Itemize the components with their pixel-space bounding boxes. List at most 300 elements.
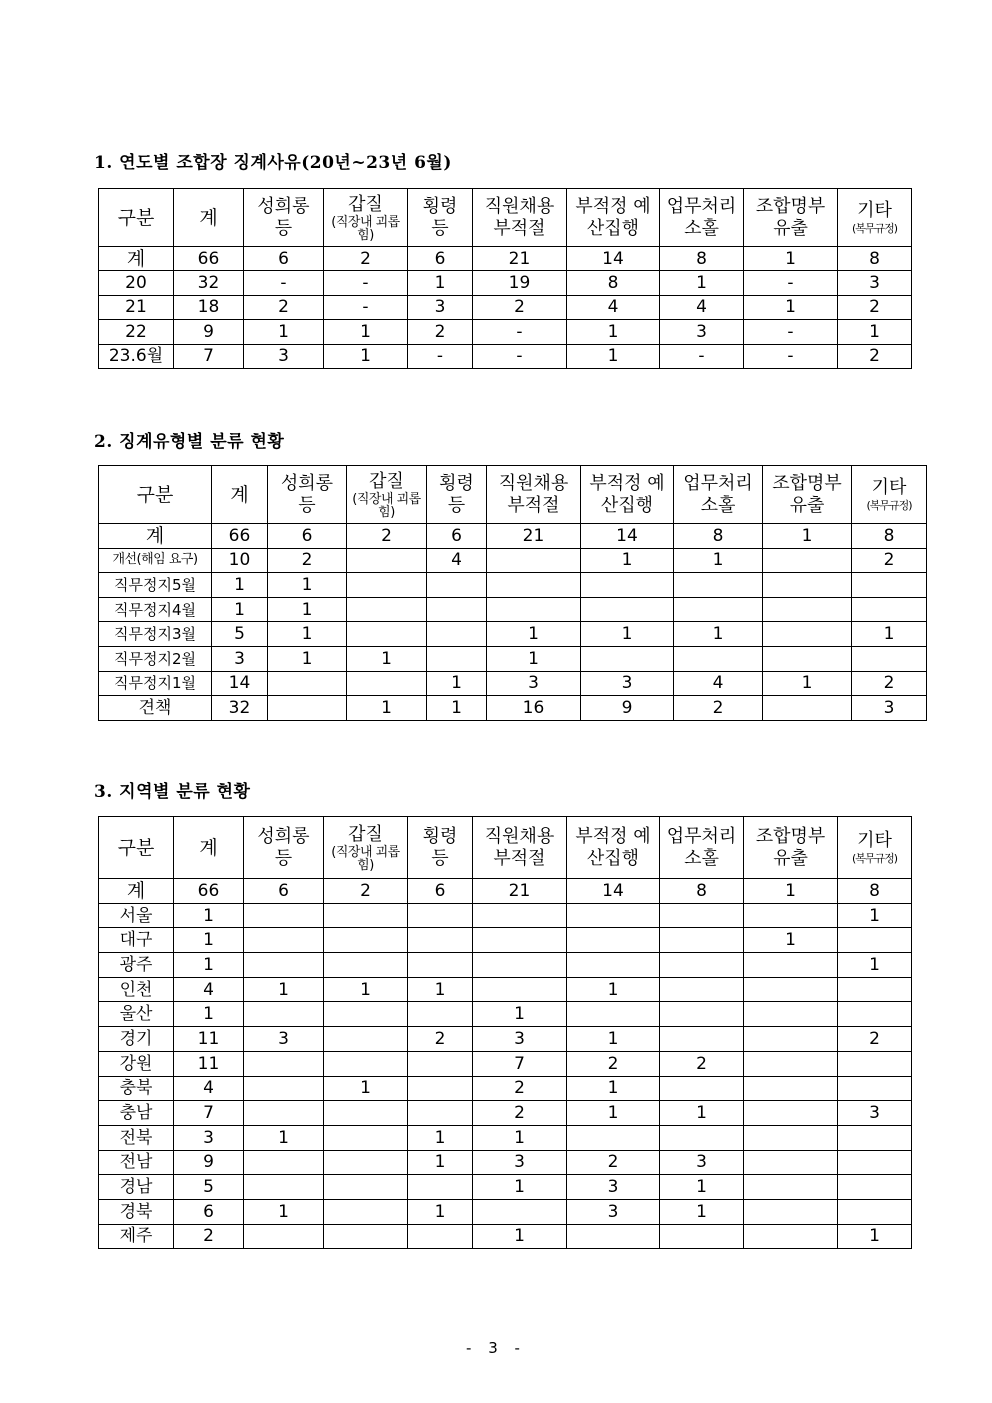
cell-total: 1 <box>212 573 268 598</box>
cell-hiring-misconduct <box>473 903 567 928</box>
column-header-label: 횡령 등 <box>422 825 458 869</box>
column-header-label: 업무처리 소홀 <box>666 825 737 869</box>
table-row <box>99 1125 912 1150</box>
column-header-sexual-harassment <box>244 189 324 247</box>
row-label: 경남 <box>99 1175 174 1200</box>
cell-power-abuse: 1 <box>324 320 408 344</box>
column-header-label: 조합명부 유출 <box>755 825 826 869</box>
column-header-label: 갑질 <box>348 823 383 845</box>
cell-member-list-leak <box>763 696 852 721</box>
cell-negligence: 1 <box>660 1199 744 1224</box>
cell-hiring-misconduct: 7 <box>473 1051 567 1076</box>
table-row <box>99 646 927 671</box>
cell-member-list-leak <box>744 1076 838 1101</box>
cell-embezzlement <box>408 903 473 928</box>
table-row <box>99 573 927 598</box>
cell-embezzlement: 1 <box>408 977 473 1002</box>
cell-hiring-misconduct: 3 <box>473 1150 567 1175</box>
cell-hiring-misconduct: 2 <box>473 1101 567 1126</box>
table-row <box>99 295 912 319</box>
cell-other: 1 <box>838 1224 912 1249</box>
column-header-label: 조합명부 유출 <box>772 472 842 516</box>
cell-hiring-misconduct: 1 <box>473 1002 567 1027</box>
cell-sexual-harassment <box>244 1002 324 1027</box>
column-header-label: 계 <box>199 206 218 229</box>
cell-negligence: 2 <box>674 696 763 721</box>
cell-other: 3 <box>852 696 927 721</box>
cell-hiring-misconduct: 1 <box>487 646 581 671</box>
cell-other: 8 <box>838 247 912 271</box>
column-header-sexual-harassment <box>244 817 324 879</box>
cell-improper-budget <box>567 1125 660 1150</box>
cell-power-abuse: 1 <box>324 977 408 1002</box>
cell-negligence: 1 <box>660 271 744 295</box>
cell-other: 1 <box>838 953 912 978</box>
cell-power-abuse <box>347 671 427 696</box>
cell-sexual-harassment: 3 <box>244 344 324 368</box>
cell-sexual-harassment: 6 <box>244 247 324 271</box>
cell-embezzlement: 6 <box>427 524 487 549</box>
cell-other <box>838 1175 912 1200</box>
cell-negligence: 8 <box>660 247 744 271</box>
table-row <box>99 928 912 953</box>
cell-other: 1 <box>838 903 912 928</box>
column-header-total <box>212 466 268 524</box>
cell-power-abuse <box>347 622 427 647</box>
cell-power-abuse <box>324 1125 408 1150</box>
cell-power-abuse: - <box>324 295 408 319</box>
cell-sexual-harassment: 2 <box>268 548 347 573</box>
cell-member-list-leak <box>744 1002 838 1027</box>
column-header-improper-budget <box>567 189 660 247</box>
row-label: 23.6월 <box>99 344 174 368</box>
cell-sexual-harassment <box>244 1101 324 1126</box>
cell-improper-budget <box>581 597 674 622</box>
row-label: 전북 <box>99 1125 174 1150</box>
cell-member-list-leak: - <box>744 320 838 344</box>
cell-total: 1 <box>174 928 244 953</box>
cell-negligence <box>660 1224 744 1249</box>
cell-total: 1 <box>174 953 244 978</box>
cell-total: 1 <box>212 597 268 622</box>
cell-sexual-harassment: 2 <box>244 295 324 319</box>
table-row <box>99 1002 912 1027</box>
cell-hiring-misconduct: - <box>473 320 567 344</box>
table-row <box>99 1076 912 1101</box>
column-header-label: 직원채용 부적절 <box>484 195 555 239</box>
cell-total: 18 <box>174 295 244 319</box>
column-header-label: 업무처리 소홀 <box>666 195 737 239</box>
cell-total: 4 <box>174 1076 244 1101</box>
cell-negligence: 8 <box>674 524 763 549</box>
cell-hiring-misconduct <box>487 597 581 622</box>
column-header-negligence <box>660 189 744 247</box>
cell-negligence <box>660 953 744 978</box>
cell-improper-budget: 14 <box>581 524 674 549</box>
cell-sexual-harassment: 3 <box>244 1027 324 1052</box>
cell-embezzlement: 2 <box>408 320 473 344</box>
cell-member-list-leak <box>744 953 838 978</box>
cell-other: 1 <box>852 622 927 647</box>
cell-sexual-harassment: 1 <box>244 1199 324 1224</box>
section1-title: 1. 연도별 조합장 징계사유(20년~23년 6월) <box>94 153 452 173</box>
row-label: 견책 <box>99 696 212 721</box>
cell-sexual-harassment: 1 <box>244 977 324 1002</box>
column-header-negligence <box>660 817 744 879</box>
table-row <box>99 977 912 1002</box>
cell-power-abuse <box>324 1002 408 1027</box>
row-label: 22 <box>99 320 174 344</box>
column-header-hiring-misconduct <box>473 189 567 247</box>
table-row <box>99 271 912 295</box>
cell-embezzlement <box>408 1101 473 1126</box>
cell-member-list-leak <box>744 1027 838 1052</box>
cell-member-list-leak <box>744 903 838 928</box>
column-header-label: 횡령 등 <box>439 472 474 516</box>
cell-sexual-harassment: 1 <box>244 320 324 344</box>
cell-other <box>838 1125 912 1150</box>
cell-total: 4 <box>174 977 244 1002</box>
cell-embezzlement <box>408 1175 473 1200</box>
cell-total: 9 <box>174 320 244 344</box>
cell-hiring-misconduct: 19 <box>473 271 567 295</box>
cell-improper-budget: 14 <box>567 879 660 904</box>
cell-embezzlement <box>427 597 487 622</box>
header-row <box>99 817 912 879</box>
cell-embezzlement: 1 <box>408 1199 473 1224</box>
cell-power-abuse <box>324 1150 408 1175</box>
cell-member-list-leak: - <box>744 271 838 295</box>
row-label: 직무정지2월 <box>99 646 212 671</box>
cell-improper-budget: 1 <box>567 1101 660 1126</box>
cell-total: 2 <box>174 1224 244 1249</box>
cell-sexual-harassment: 1 <box>244 1125 324 1150</box>
cell-total: 6 <box>174 1199 244 1224</box>
table-row <box>99 597 927 622</box>
column-header-member-list-leak <box>744 189 838 247</box>
cell-other <box>852 597 927 622</box>
cell-negligence: - <box>660 344 744 368</box>
cell-power-abuse: - <box>324 271 408 295</box>
cell-other: 2 <box>852 671 927 696</box>
cell-other <box>838 1199 912 1224</box>
cell-sexual-harassment: 1 <box>268 646 347 671</box>
total-row <box>99 247 912 271</box>
column-header-hiring-misconduct <box>473 817 567 879</box>
row-label: 계 <box>99 524 212 549</box>
column-header-label: 구분 <box>117 836 155 859</box>
cell-hiring-misconduct: 3 <box>487 671 581 696</box>
cell-negligence <box>674 597 763 622</box>
cell-negligence: 4 <box>674 671 763 696</box>
header-row <box>99 466 927 524</box>
cell-other <box>838 1002 912 1027</box>
cell-improper-budget: 1 <box>567 1027 660 1052</box>
column-header-power-abuse <box>324 189 408 247</box>
cell-hiring-misconduct <box>473 977 567 1002</box>
table-row <box>99 344 912 368</box>
row-label: 광주 <box>99 953 174 978</box>
column-header-label: 직원채용 부적절 <box>498 472 569 516</box>
column-header-sexual-harassment <box>268 466 347 524</box>
table-row <box>99 1051 912 1076</box>
cell-sexual-harassment <box>268 696 347 721</box>
cell-other: 2 <box>838 295 912 319</box>
cell-negligence <box>674 646 763 671</box>
column-header-total <box>174 817 244 879</box>
table-row <box>99 1199 912 1224</box>
cell-embezzlement: 1 <box>427 671 487 696</box>
cell-negligence: 3 <box>660 1150 744 1175</box>
row-label: 충남 <box>99 1101 174 1126</box>
cell-power-abuse <box>324 928 408 953</box>
cell-negligence <box>674 573 763 598</box>
cell-hiring-misconduct: 1 <box>473 1175 567 1200</box>
cell-total: 66 <box>174 247 244 271</box>
cell-sexual-harassment <box>244 1224 324 1249</box>
cell-total: 5 <box>174 1175 244 1200</box>
cell-sexual-harassment: 1 <box>268 597 347 622</box>
header-row <box>99 189 912 247</box>
column-header-label: 성희롱 등 <box>280 472 334 516</box>
column-header-member-list-leak <box>763 466 852 524</box>
cell-other: 2 <box>838 1027 912 1052</box>
cell-sexual-harassment: 1 <box>268 573 347 598</box>
cell-hiring-misconduct: 3 <box>473 1027 567 1052</box>
cell-negligence <box>660 1027 744 1052</box>
cell-other <box>838 1076 912 1101</box>
column-header-power-abuse <box>324 817 408 879</box>
table-row <box>99 622 927 647</box>
cell-embezzlement <box>427 573 487 598</box>
column-header-improper-budget <box>581 466 674 524</box>
column-header-label: 부적정 예산집행 <box>575 825 651 869</box>
cell-member-list-leak: 1 <box>744 928 838 953</box>
cell-embezzlement: 1 <box>408 1150 473 1175</box>
total-row <box>99 524 927 549</box>
cell-improper-budget <box>567 1224 660 1249</box>
cell-power-abuse <box>347 597 427 622</box>
cell-improper-budget <box>581 646 674 671</box>
cell-power-abuse <box>324 1101 408 1126</box>
cell-total: 3 <box>174 1125 244 1150</box>
column-header-label: 갑질 <box>348 193 383 215</box>
row-label: 인천 <box>99 977 174 1002</box>
cell-embezzlement: 6 <box>408 879 473 904</box>
table-yearly-reasons <box>98 188 912 369</box>
table-row <box>99 903 912 928</box>
column-header-improper-budget <box>567 817 660 879</box>
cell-member-list-leak <box>763 622 852 647</box>
cell-member-list-leak <box>763 597 852 622</box>
cell-sexual-harassment <box>244 928 324 953</box>
cell-hiring-misconduct <box>473 928 567 953</box>
cell-member-list-leak: 1 <box>744 879 838 904</box>
section2-title: 2. 징계유형별 분류 현황 <box>94 432 285 452</box>
cell-power-abuse <box>324 903 408 928</box>
table-regional <box>98 816 912 1249</box>
page-number: - 3 - <box>466 1339 526 1357</box>
column-header-other <box>838 189 912 247</box>
column-header-category <box>99 189 174 247</box>
row-label: 20 <box>99 271 174 295</box>
cell-improper-budget <box>567 953 660 978</box>
table-row <box>99 1224 912 1249</box>
column-header-sublabel: (직장내 괴롭힘) <box>331 214 400 243</box>
column-header-label: 성희롱 등 <box>257 195 310 239</box>
column-header-embezzlement <box>408 817 473 879</box>
cell-sexual-harassment: - <box>244 271 324 295</box>
cell-other: 3 <box>838 271 912 295</box>
column-header-label: 부적정 예산집행 <box>575 195 651 239</box>
total-row <box>99 879 912 904</box>
cell-total: 7 <box>174 1101 244 1126</box>
cell-member-list-leak <box>744 977 838 1002</box>
column-header-label: 부적정 예산집행 <box>589 472 665 516</box>
column-header-category <box>99 466 212 524</box>
cell-total: 32 <box>174 271 244 295</box>
cell-negligence: 4 <box>660 295 744 319</box>
cell-improper-budget: 3 <box>567 1175 660 1200</box>
cell-negligence <box>660 977 744 1002</box>
cell-negligence <box>660 1076 744 1101</box>
cell-sexual-harassment <box>244 953 324 978</box>
column-header-label: 기타 <box>857 199 892 221</box>
row-label: 21 <box>99 295 174 319</box>
cell-power-abuse: 2 <box>347 524 427 549</box>
cell-member-list-leak <box>744 1101 838 1126</box>
cell-negligence <box>660 928 744 953</box>
cell-power-abuse: 2 <box>324 879 408 904</box>
cell-other <box>852 646 927 671</box>
table-row <box>99 320 912 344</box>
table-row <box>99 1101 912 1126</box>
cell-other <box>852 573 927 598</box>
cell-negligence: 1 <box>660 1175 744 1200</box>
cell-member-list-leak: - <box>744 344 838 368</box>
column-header-negligence <box>674 466 763 524</box>
column-header-label: 계 <box>230 483 249 506</box>
row-label: 서울 <box>99 903 174 928</box>
cell-other <box>838 1150 912 1175</box>
row-label: 개선(해임 요구) <box>99 548 212 573</box>
cell-power-abuse <box>324 1224 408 1249</box>
cell-hiring-misconduct: 16 <box>487 696 581 721</box>
cell-negligence <box>660 903 744 928</box>
cell-improper-budget <box>581 573 674 598</box>
cell-power-abuse: 2 <box>324 247 408 271</box>
row-label: 제주 <box>99 1224 174 1249</box>
table-row <box>99 1175 912 1200</box>
cell-improper-budget <box>567 928 660 953</box>
column-header-label: 조합명부 유출 <box>755 195 826 239</box>
cell-negligence: 1 <box>674 622 763 647</box>
column-header-label: 계 <box>199 836 218 859</box>
cell-embezzlement <box>408 1224 473 1249</box>
cell-embezzlement: 4 <box>427 548 487 573</box>
cell-hiring-misconduct: 1 <box>487 622 581 647</box>
cell-embezzlement: 1 <box>408 271 473 295</box>
cell-improper-budget: 1 <box>581 548 674 573</box>
cell-total: 66 <box>212 524 268 549</box>
cell-improper-budget: 1 <box>567 320 660 344</box>
cell-other <box>838 928 912 953</box>
column-header-sublabel: (복무규정) <box>851 221 898 235</box>
cell-total: 1 <box>174 1002 244 1027</box>
cell-hiring-misconduct <box>487 573 581 598</box>
cell-negligence: 8 <box>660 879 744 904</box>
cell-sexual-harassment <box>268 671 347 696</box>
row-label: 직무정지4월 <box>99 597 212 622</box>
cell-total: 7 <box>174 344 244 368</box>
cell-total: 11 <box>174 1051 244 1076</box>
cell-member-list-leak: 1 <box>763 524 852 549</box>
row-label: 계 <box>99 247 174 271</box>
cell-total: 32 <box>212 696 268 721</box>
cell-improper-budget: 2 <box>567 1150 660 1175</box>
cell-negligence: 2 <box>660 1051 744 1076</box>
cell-power-abuse <box>347 573 427 598</box>
cell-improper-budget: 1 <box>567 977 660 1002</box>
cell-sexual-harassment: 1 <box>268 622 347 647</box>
cell-embezzlement <box>408 1051 473 1076</box>
cell-hiring-misconduct: 21 <box>473 247 567 271</box>
row-label: 대구 <box>99 928 174 953</box>
cell-other: 8 <box>838 879 912 904</box>
cell-power-abuse: 1 <box>347 646 427 671</box>
cell-hiring-misconduct <box>487 548 581 573</box>
cell-hiring-misconduct: 2 <box>473 295 567 319</box>
cell-member-list-leak <box>744 1175 838 1200</box>
cell-total: 9 <box>174 1150 244 1175</box>
cell-negligence <box>660 1002 744 1027</box>
cell-sexual-harassment <box>244 1076 324 1101</box>
column-header-label: 갑질 <box>369 470 404 492</box>
cell-improper-budget: 9 <box>581 696 674 721</box>
cell-hiring-misconduct <box>473 1199 567 1224</box>
cell-member-list-leak <box>744 1199 838 1224</box>
cell-hiring-misconduct: 1 <box>473 1125 567 1150</box>
column-header-embezzlement <box>408 189 473 247</box>
cell-improper-budget: 8 <box>567 271 660 295</box>
cell-member-list-leak <box>763 573 852 598</box>
column-header-label: 성희롱 등 <box>257 825 310 869</box>
cell-power-abuse <box>324 1175 408 1200</box>
column-header-label: 구분 <box>117 206 155 229</box>
cell-other: 8 <box>852 524 927 549</box>
cell-embezzlement: 3 <box>408 295 473 319</box>
cell-negligence: 3 <box>660 320 744 344</box>
cell-embezzlement <box>408 1002 473 1027</box>
cell-member-list-leak <box>744 1051 838 1076</box>
cell-embezzlement: 2 <box>408 1027 473 1052</box>
cell-sexual-harassment: 6 <box>268 524 347 549</box>
cell-improper-budget: 1 <box>567 1076 660 1101</box>
cell-member-list-leak <box>763 646 852 671</box>
cell-member-list-leak <box>744 1224 838 1249</box>
cell-improper-budget: 4 <box>567 295 660 319</box>
column-header-total <box>174 189 244 247</box>
column-header-label: 기타 <box>871 476 907 498</box>
cell-improper-budget: 1 <box>581 622 674 647</box>
cell-improper-budget: 3 <box>581 671 674 696</box>
column-header-sublabel: (직장내 괴롭힘) <box>331 844 400 873</box>
cell-negligence: 1 <box>674 548 763 573</box>
cell-total: 3 <box>212 646 268 671</box>
cell-sexual-harassment <box>244 1175 324 1200</box>
cell-embezzlement: 1 <box>408 1125 473 1150</box>
column-header-other <box>852 466 927 524</box>
